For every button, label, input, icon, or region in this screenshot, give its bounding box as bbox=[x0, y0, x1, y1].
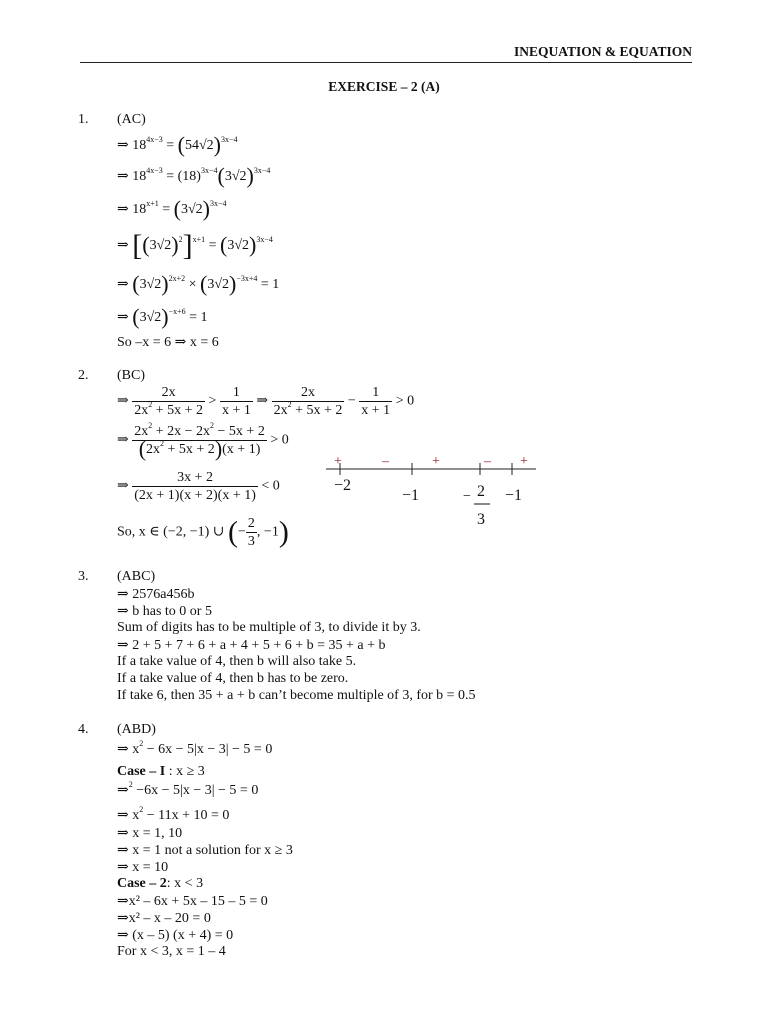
q1-conclusion: So –x = 6 ⇒ x = 6 bbox=[117, 335, 219, 350]
q4-case2-line-3: ⇒ (x – 5) (x + 4) = 0 bbox=[117, 928, 234, 943]
header-rule bbox=[80, 62, 692, 63]
q2-conclusion: So, x ∈ (−2, −1) ∪ (− $\frac{2}{3}$ , −1) bbox=[117, 515, 289, 549]
number-line-label: −1 bbox=[505, 487, 523, 504]
q3-line-7: If take 6, then 35 + a + b can’t become multiple of 3, for b = 0.5 bbox=[117, 688, 476, 703]
q1-step-1: ⇒ $18^{4x-3} = (54√2)^{3x-4}$ bbox=[117, 132, 238, 157]
number-line-label: − bbox=[463, 489, 471, 504]
q1-step-6: ⇒ $(3√2)^{-x+6} = 1$ bbox=[117, 304, 208, 329]
q4-answer: (ABD) bbox=[117, 722, 156, 737]
q2-number: 2. bbox=[78, 368, 89, 383]
number-line-sign: + bbox=[520, 454, 528, 469]
q2-sign-number-line bbox=[322, 452, 542, 536]
q2-step-1: ⇒ $\frac{2x}{2x^2 + 5x + 2}$ > $\frac{1}{x + 1}$ ⇒ $\frac{2x}{2x^2 + 5x + 2}$ − $\frac{1}{x + 1}$ > 0 bbox=[117, 385, 415, 418]
q4-case1-line-2: ⇒ x = 1 not a solution for x ≥ 3 bbox=[117, 843, 293, 858]
q3-answer: (ABC) bbox=[117, 569, 156, 584]
number-line-label: 3 bbox=[477, 511, 485, 528]
q3-line-6: If a take value of 4, then b has to be zero. bbox=[117, 671, 349, 686]
q2-step-3: ⇒ $\frac{3x + 2}{(2x + 1)(x + 2)(x + 1)}$ < 0 bbox=[117, 470, 280, 503]
q3-line-4: ⇒ 2 + 5 + 7 + 6 + a + 4 + 5 + 6 + b = 35 + a + b bbox=[117, 638, 386, 653]
number-line-label: −1 bbox=[402, 487, 420, 504]
q1-answer: (AC) bbox=[117, 112, 146, 127]
q3-line-5: If a take value of 4, then b will also take 5. bbox=[117, 654, 357, 669]
q1-step-3: ⇒ $18^{x+1} = (3√2)^{3x-4}$ bbox=[117, 196, 227, 221]
q4-case1-step-1: ⇒$^2$ −6x − 5|x − 3| − 5 = 0 bbox=[117, 780, 259, 798]
q1-step-2: ⇒ $18^{4x-3} = (18)^{3x-4}(3√2)^{3x-4}$ bbox=[117, 163, 271, 188]
q2-conclusion-prefix: So, bbox=[117, 524, 136, 540]
q4-case1-step-2: ⇒ $x^2 - 11x + 10 = 0$ bbox=[117, 805, 230, 823]
q4-case1: Case – I : x ≥ 3 bbox=[117, 764, 205, 779]
number-line-sign: + bbox=[334, 454, 342, 469]
q4-last-line: For x < 3, x = 1 – 4 bbox=[117, 944, 226, 959]
q1-step-4: ⇒ $[(3√2)^2]^{x+1} = (3√2)^{3x-4}$ bbox=[117, 229, 273, 262]
q3-number: 3. bbox=[78, 569, 89, 584]
number-line-sign: + bbox=[432, 454, 440, 469]
number-line-label: −2 bbox=[334, 477, 352, 494]
q3-line-1: ⇒ 2576a456b bbox=[117, 587, 195, 602]
number-line-sign: – bbox=[484, 454, 491, 469]
page-header-title: INEQUATION & EQUATION bbox=[513, 44, 692, 59]
exercise-title: EXERCISE – 2 (A) bbox=[328, 79, 440, 94]
number-line-sign: – bbox=[382, 454, 389, 469]
q4-case2-line-1: ⇒x² – 6x + 5x – 15 – 5 = 0 bbox=[117, 894, 268, 909]
q2-step-2: ⇒ $\frac{2x^2 + 2x - 2x^2 - 5x + 2}{(2x^2 + 5x + 2)(x + 1)}$ > 0 bbox=[117, 421, 289, 461]
q3-line-3: Sum of digits has to be multiple of 3, to divide it by 3. bbox=[117, 620, 421, 635]
q4-case2: Case – 2: x < 3 bbox=[117, 876, 204, 891]
q4-case1-line-1: ⇒ x = 1, 10 bbox=[117, 826, 183, 841]
q4-number: 4. bbox=[78, 722, 89, 737]
q4-case2-line-2: ⇒x² – x – 20 = 0 bbox=[117, 911, 211, 926]
q1-number: 1. bbox=[78, 112, 89, 127]
q3-line-2: ⇒ b has to 0 or 5 bbox=[117, 604, 212, 619]
q2-answer: (BC) bbox=[117, 368, 145, 383]
q4-equation: ⇒ $x^2 - 6x - 5|x - 3| - 5 = 0$ bbox=[117, 739, 273, 757]
q4-case1-line-3: ⇒ x = 10 bbox=[117, 860, 169, 875]
q1-step-5: ⇒ $(3√2)^{2x+2} \times (3√2)^{-3x+4} = 1$ bbox=[117, 271, 280, 296]
number-line-label: 2 bbox=[477, 483, 485, 500]
